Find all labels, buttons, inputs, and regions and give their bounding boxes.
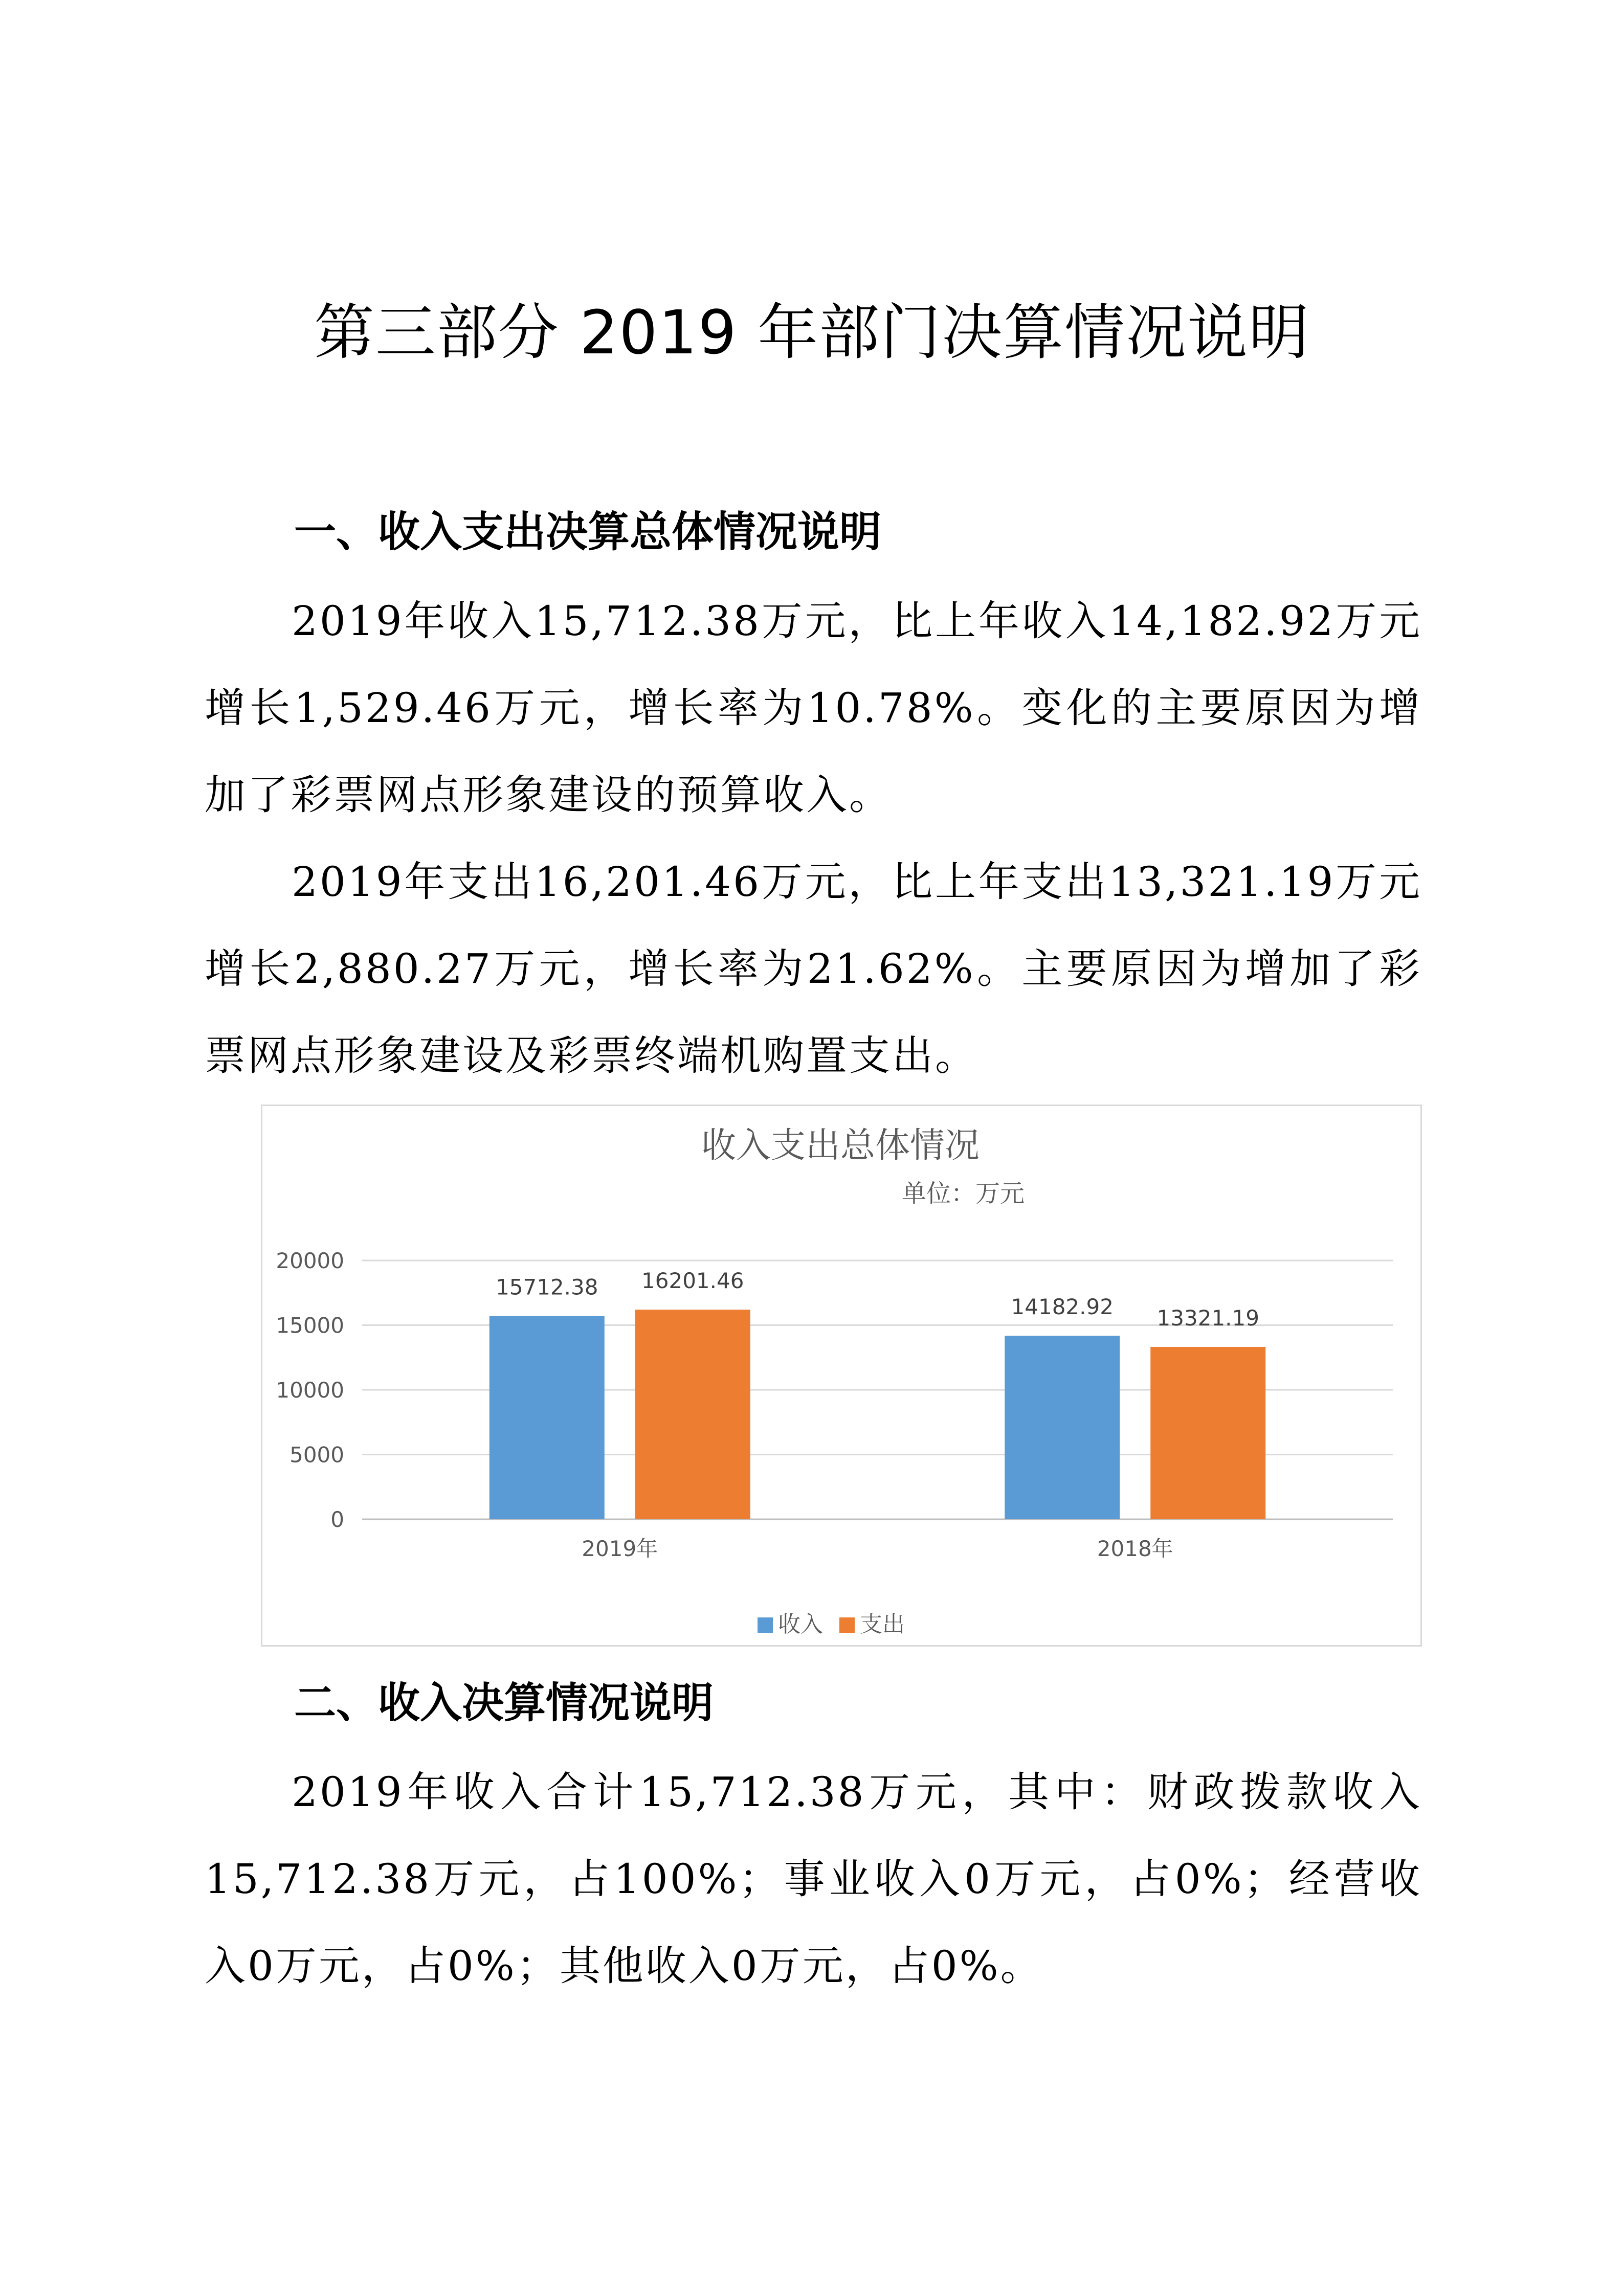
bar-expense — [635, 1310, 750, 1519]
legend-label: 支出 — [860, 1611, 905, 1637]
y-tick-label: 0 — [330, 1507, 344, 1532]
legend-label: 收入 — [778, 1611, 823, 1637]
paragraph-income-expense-expense: 2019年支出16,201.46万元，比上年支出13,321.19万元增长2,880.27万元，增长率为21.62%。主要原因为增加了彩票网点形象建设及彩票终端机购置支出。 — [205, 858, 1422, 1079]
chart-canvas — [262, 1106, 1420, 1645]
legend-swatch-income — [758, 1617, 773, 1633]
y-tick-label: 20000 — [276, 1248, 344, 1273]
paragraph-income-detail: 2019年收入合计15,712.38万元，其中：财政拨款收入15,712.38万元，占100%；事业收入0万元，占0%；经营收入0万元，占0%；其他收入0万元，占0%。 — [205, 1768, 1422, 1990]
data-label: 14182.92 — [1011, 1294, 1114, 1320]
chart-subtitle: 单位：万元 — [901, 1179, 1025, 1208]
data-label: 16201.46 — [641, 1268, 744, 1294]
y-tick-label: 10000 — [276, 1378, 344, 1403]
paragraph-income-expense-income: 2019年收入15,712.38万元，比上年收入14,182.92万元增长1,529.46万元，增长率为10.78%。变化的主要原因为增加了彩票网点形象建设的预算收入。 — [205, 597, 1422, 819]
section-heading-2: 二、收入决算情况说明 — [294, 1679, 714, 1727]
bar-income — [490, 1316, 605, 1519]
data-label: 13321.19 — [1156, 1305, 1259, 1331]
bar-expense — [1150, 1347, 1265, 1519]
legend-swatch-expense — [839, 1617, 855, 1633]
y-tick-label: 15000 — [276, 1313, 344, 1338]
chart-title: 收入支出总体情况 — [701, 1126, 980, 1166]
y-tick-label: 5000 — [290, 1442, 344, 1468]
section-heading-1: 一、收入支出决算总体情况说明 — [294, 508, 882, 556]
data-label: 15712.38 — [496, 1274, 598, 1300]
x-tick-label: 2019年 — [582, 1536, 658, 1561]
bar-chart — [261, 1105, 1422, 1647]
x-tick-label: 2018年 — [1097, 1536, 1173, 1561]
page-title: 第三部分 2019 年部门决算情况说明 — [314, 297, 1310, 368]
bar-income — [1005, 1336, 1120, 1519]
